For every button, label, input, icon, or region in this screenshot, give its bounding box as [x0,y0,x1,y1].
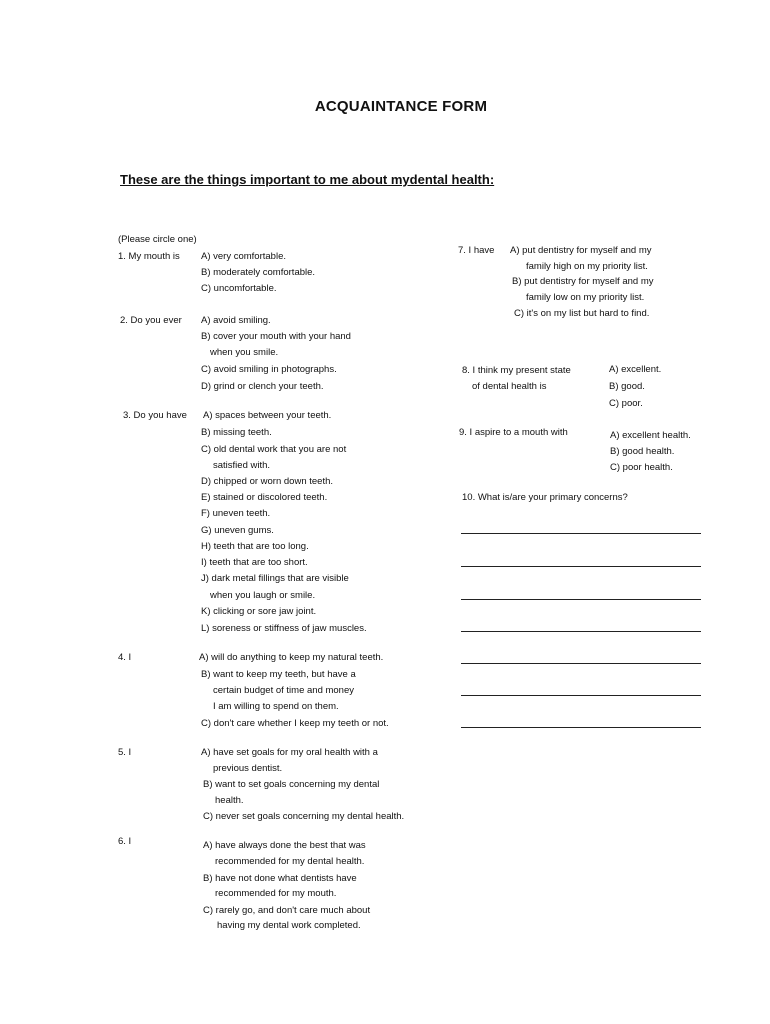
q4-option-a[interactable]: A) will do anything to keep my natural teeth. [199,652,384,663]
answer-line[interactable] [461,727,701,728]
q3-option-h[interactable]: H) teeth that are too long. [201,541,309,552]
q5-label: 5. I [118,747,132,758]
q10-label: 10. What is/are your primary concerns? [462,492,628,503]
q2-option-c[interactable]: C) avoid smiling in photographs. [201,364,337,375]
q4-option-b-cont-1: certain budget of time and money [213,685,355,696]
instruction-text: (Please circle one) [118,234,197,245]
q5-option-b-cont: health. [215,795,244,806]
q4-option-c[interactable]: C) don't care whether I keep my teeth or not. [201,718,389,729]
q3-label: 3. Do you have [123,410,187,421]
answer-line[interactable] [461,663,701,664]
q2-option-d[interactable]: D) grind or clench your teeth. [201,381,324,392]
q3-option-e[interactable]: E) stained or discolored teeth. [201,492,328,503]
answer-line[interactable] [461,631,701,632]
q2-option-a[interactable]: A) avoid smiling. [201,315,271,326]
q5-option-b[interactable]: B) want to set goals concerning my dental [203,779,380,790]
answer-line[interactable] [461,566,701,567]
q1-label: 1. My mouth is [118,251,180,262]
answer-line[interactable] [461,533,701,534]
q6-option-b[interactable]: B) have not done what dentists have [203,873,357,884]
q1-option-a[interactable]: A) very comfortable. [201,251,286,262]
q8-option-a[interactable]: A) excellent. [609,364,662,375]
q6-option-a[interactable]: A) have always done the best that was [203,840,366,851]
q3-option-f[interactable]: F) uneven teeth. [201,508,271,519]
q3-option-j-cont: when you laugh or smile. [210,590,316,601]
q8-option-c[interactable]: C) poor. [609,398,643,409]
q9-label: 9. I aspire to a mouth with [459,427,568,438]
q6-option-c[interactable]: C) rarely go, and don't care much about [203,905,371,916]
q1-option-c[interactable]: C) uncomfortable. [201,283,277,294]
q3-option-a[interactable]: A) spaces between your teeth. [203,410,332,421]
answer-line[interactable] [461,599,701,600]
q7-option-a[interactable]: A) put dentistry for myself and my [510,245,652,256]
q3-option-g[interactable]: G) uneven gums. [201,525,274,536]
q9-option-b[interactable]: B) good health. [610,446,675,457]
answer-line[interactable] [461,695,701,696]
q4-label: 4. I [118,652,132,663]
q8-label: 8. I think my present state [462,365,571,376]
q8-option-b[interactable]: B) good. [609,381,645,392]
q3-option-i[interactable]: I) teeth that are too short. [201,557,308,568]
q5-option-a-cont: previous dentist. [213,763,283,774]
q4-option-b[interactable]: B) want to keep my teeth, but have a [201,669,356,680]
form-title: ACQUAINTANCE FORM [314,98,488,115]
q7-option-c[interactable]: C) it's on my list but hard to find. [514,308,650,319]
q3-option-k[interactable]: K) clicking or sore jaw joint. [201,606,317,617]
q3-option-l[interactable]: L) soreness or stiffness of jaw muscles. [201,623,367,634]
form-subtitle: These are the things important to me about mydental health: [120,172,495,187]
q6-option-a-cont: recommended for my dental health. [215,856,365,867]
q2-option-b[interactable]: B) cover your mouth with your hand [201,331,351,342]
q8-label-cont: of dental health is [472,381,547,392]
q4-option-b-cont-2: I am willing to spend on them. [213,701,339,712]
q6-option-b-cont: recommended for my mouth. [215,888,337,899]
q3-option-c-cont: satisfied with. [213,460,271,471]
q7-option-b[interactable]: B) put dentistry for myself and my [512,276,654,287]
q9-option-c[interactable]: C) poor health. [610,462,673,473]
q5-option-a[interactable]: A) have set goals for my oral health with a [201,747,378,758]
q1-option-b[interactable]: B) moderately comfortable. [201,267,316,278]
q3-option-d[interactable]: D) chipped or worn down teeth. [201,476,334,487]
q3-option-b[interactable]: B) missing teeth. [201,427,272,438]
q5-option-c[interactable]: C) never set goals concerning my dental health. [203,811,405,822]
q3-option-j[interactable]: J) dark metal fillings that are visible [201,573,349,584]
q7-label: 7. I have [458,245,495,256]
q6-label: 6. I [118,836,132,847]
q6-option-c-cont: having my dental work completed. [217,920,361,931]
q7-option-a-cont: family high on my priority list. [526,261,648,272]
q2-option-b-cont: when you smile. [210,347,279,358]
q3-option-c[interactable]: C) old dental work that you are not [201,444,347,455]
q7-option-b-cont: family low on my priority list. [526,292,645,303]
q9-option-a[interactable]: A) excellent health. [610,430,691,441]
q2-label: 2. Do you ever [120,315,182,326]
